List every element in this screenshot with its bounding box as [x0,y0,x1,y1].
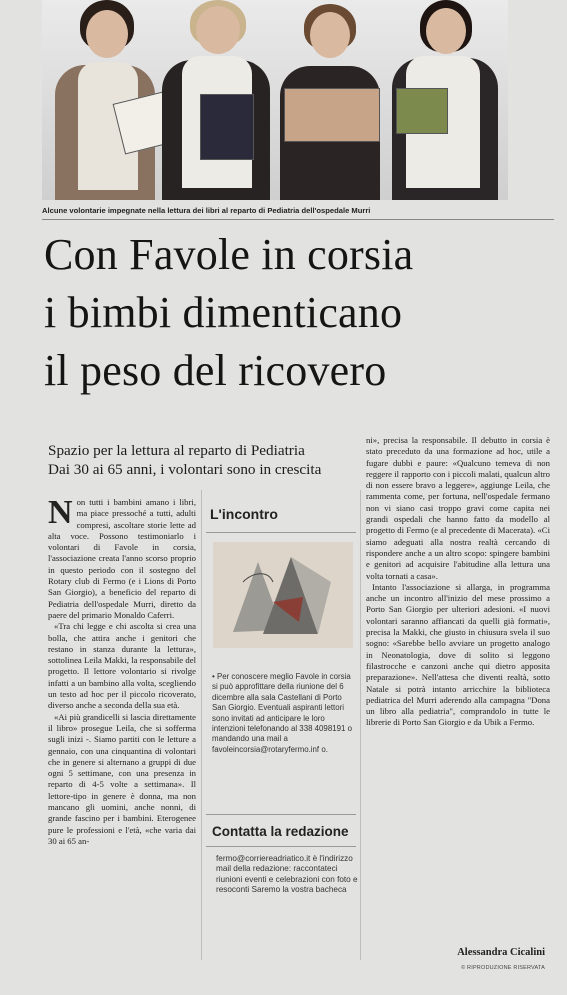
headline-line-1: Con Favole in corsia [44,230,414,279]
photo-caption: Alcune volontarie impegnate nella lettura dei libri al reparto di Pediatria dell'ospedale Murri [42,206,371,215]
headline [44,226,544,400]
paragraph: Intanto l'associazione si allarga, in programma anche un incontro all'inizio del mese prossimo a Porto San Giorgio per ulteriori adesioni. «I nuovi volontari saranno affiancati da quelli già formati», precisa la Makki, che giusto in chiusura svela il suo sogno: «Sarebbe bello avviare un progetto analogo in Neonatologia, dove di solito si leggono filastrocche e canzoni anche qui dietro apposita preparazione». Nell'attesa che diventi realtà, sotto Natale si potrà intanto arricchire la biblioteca pediatrica del Murri aderendo alla campagna "Dona un libro alla pediatria", comprandolo in tutte le librerie di Porto San Giorgio e da Ubik a Fermo. [366,581,550,728]
paragraph: «Tra chi legge e chi ascolta si crea una bolla, che attira anche i genitori che restano in stanza durante la lettura», sottolinea Leila Makki, la responsabile del progetto. Il lettore volontario si rivolge infatti a un bambino alla volta, scegliendo un testo ad hoc per il piccolo ricoverato, diverso anche a seconda della sua età. [48,621,196,711]
divider [206,532,356,533]
paragraph: ni», precisa la responsabile. Il debutto in corsia è stato preceduto da una formazione ad hoc, utile a fugare dubbi e paure: «Qualcuno temeva di non reggere il rapporto con i piccoli malati, qualcun altro di non essere bravo a leggere», aggiunge Leila, che rammenta come, per fortuna, nell'ospedale fermano non vi siano casi troppo gravi come capita nei grandi ospedali che hanno fatto da modello al progetto di Fermo (e al precedente di Macerata). «Ci siamo adeguati alla nostra realtà cercando di rispondere anche a un altro scopo: spingere bambini e genitori ad acquisire l'abitudine alla lettura una volta tornati a casa». [366,435,550,581]
book-held [200,94,254,160]
dropcap: N [48,494,73,531]
paragraph: «Ai più grandicelli si lascia direttamente il libro» prosegue Leila, che si sofferma sugli inizi -. Siamo partiti con le letture a gennaio, con una cinquantina di volontari che in genere si alternano a gruppi di due ogni 5 settimane, con una presenza in reparto di 4-5 volte a settimana». Il lettore-tipo in genere è donna, ma non mancano gli uomini, anche nonni, di grande fascino per i bambini. Eterogenee pure le professioni e l'età, «che varia dai 30 ai 65 an- [48,711,196,846]
divider [42,219,554,220]
sidebar-title: L'incontro [210,506,278,522]
reproduction-notice: © RIPRODUZIONE RISERVATA [461,965,545,971]
contact-title: Contatta la redazione [212,824,349,839]
book-sculpture-illustration [213,542,353,648]
divider [206,814,356,815]
headline-line-2: i bimbi dimenticano [44,288,403,337]
book-held [396,88,448,134]
article-column-1 [48,494,196,847]
headline-line-3: il peso del ricovero [44,346,387,395]
author-byline: Alessandra Cicalini [457,947,545,958]
subheadline [48,441,368,479]
sidebar-image [213,542,353,648]
column-divider [201,490,202,960]
subheadline-line-2: Dai 30 ai 65 anni, i volontari sono in crescita [48,461,322,478]
volunteer-4 [384,0,504,200]
volunteer-3 [276,0,384,200]
book-held [284,88,380,142]
contact-text: fermo@corriereadriatico.it è l'indirizzo mail della redazione: raccontateci riunioni eventi e celebrazioni con foto e resoconti Saremo la vostra bacheca [216,854,358,895]
article-photo [42,0,508,200]
volunteer-1 [50,0,160,200]
column-divider [360,490,361,960]
article-column-3 [366,435,550,729]
paragraph: on tutti i bambini amano i libri, ma piace pressoché a tutti, adulti compresi, ascoltare storie lette ad alta voce. Possono testimoniarlo i volontari di Favole in corsia, l'associazione creata l'anno scorso proprio in questo periodo con il sostegno del Rotary club di Fermo (e i Lions di Porto San Giorgio), a beneficio del reparto di Pediatria dell'ospedale Murri, diretto da paere del primario Monaldo Caferri. [48,497,196,620]
volunteer-2 [158,0,276,200]
sidebar-text: • Per conoscere meglio Favole in corsia si può approfittare della riunione del 6 dicembre alla sala Castellani di Porto San Giorgio. Eventuali aspiranti lettori sono invitati ad anticipare le loro intenzioni telefonando al 338 4098191 o mandando una mail a favoleincorsia@rotaryfermo.inf o. [212,672,352,754]
divider [206,846,356,847]
subheadline-line-1: Spazio per la lettura al reparto di Pediatria [48,442,305,459]
